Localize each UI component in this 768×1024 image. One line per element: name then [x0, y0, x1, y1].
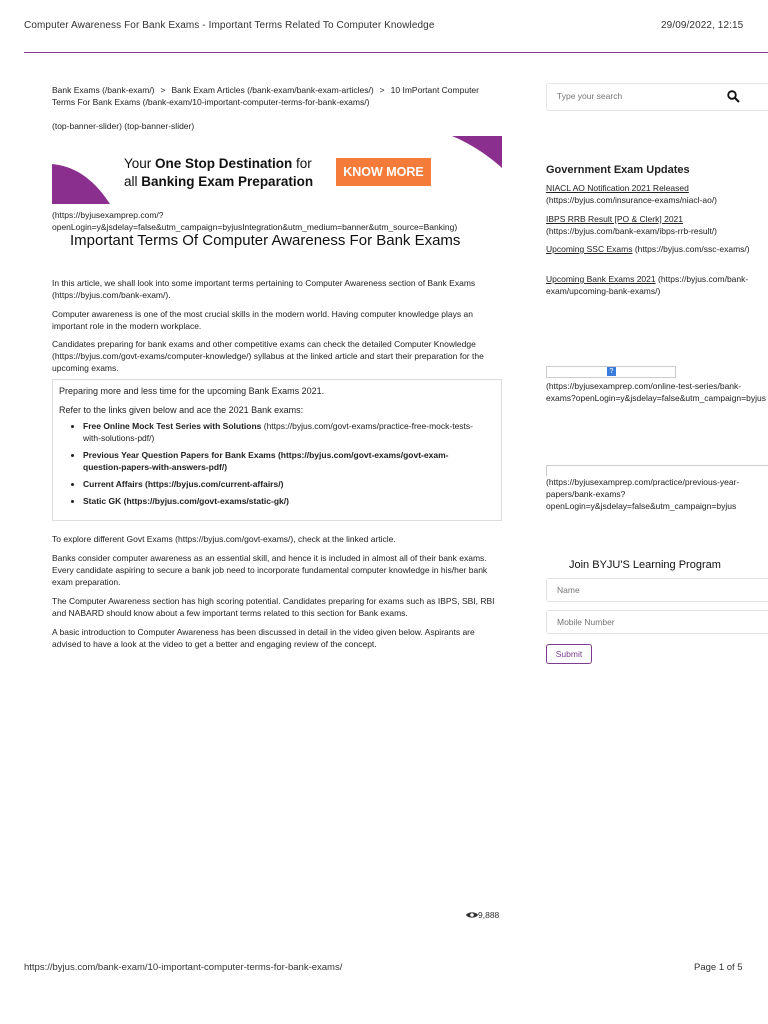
broken-image-icon: ?	[607, 367, 616, 376]
article-paragraph: To explore different Govt Exams (https://byjus.com/govt-exams/), check at the linked article.	[52, 534, 396, 544]
breadcrumb-bank-exam-articles[interactable]: Bank Exam Articles (/bank-exam/bank-exam-articles/)	[171, 85, 374, 95]
box-instruction-line: Refer to the links given below and ace the 2021 Bank exams:	[59, 405, 304, 415]
banner-headline-line1: Your One Stop Destination for	[124, 156, 312, 171]
breadcrumb-current-page[interactable]: 10 ImPortant Computer Terms For Bank Exams (/bank-exam/10-important-computer-terms-for-bank-exams/)	[52, 85, 479, 107]
breadcrumb-separator: >	[379, 85, 385, 95]
print-footer-url: https://byjus.com/bank-exam/10-important-computer-terms-for-bank-exams/	[24, 962, 343, 973]
search-box	[546, 83, 768, 111]
list-item[interactable]: • Current Affairs (https://byjus.com/current-affairs/)	[83, 478, 473, 490]
box-intro-line: Preparing more and less time for the upcoming Bank Exams 2021.	[59, 386, 325, 396]
search-input[interactable]	[555, 90, 719, 102]
article-title: Important Terms Of Computer Awareness For Bank Exams	[70, 232, 461, 249]
banner-headline-line2: all Banking Exam Preparation	[124, 174, 314, 189]
submit-button[interactable]: Submit	[546, 644, 592, 664]
join-program-heading: Join BYJU'S Learning Program	[569, 559, 721, 571]
banner-link-url[interactable]: (https://byjusexamprep.com/?openLogin=y&jsdelay=false&utm_campaign=byjusIntegration&utm_medium=banner&utm_source=Banking)	[52, 210, 458, 232]
breadcrumb	[52, 84, 492, 108]
name-field-wrapper	[546, 578, 768, 602]
article-paragraph: In this article, we shall look into some important terms pertaining to Computer Awareness section of Bank Exams (https://byjus.com/bank-exam/).	[52, 278, 476, 300]
exam-links-box	[52, 379, 502, 521]
update-item[interactable]: NIACL AO Notification 2021 Released (https://byjus.com/insurance-exams/niacl-ao/)	[546, 183, 718, 205]
know-more-button[interactable]: KNOW MORE	[336, 158, 431, 186]
breadcrumb-separator: >	[160, 85, 166, 95]
print-header-date: 29/09/2022, 12:15	[661, 20, 744, 31]
breadcrumb-bank-exams[interactable]: Bank Exams (/bank-exam/)	[52, 85, 155, 95]
update-item[interactable]: IBPS RRB Result [PO & Clerk] 2021 (https://byjus.com/bank-exam/ibps-rrb-result/)	[546, 214, 717, 236]
mobile-input[interactable]	[555, 616, 759, 628]
ad-image-placeholder[interactable]	[546, 366, 676, 378]
header-divider	[24, 52, 768, 53]
ad-link-url[interactable]: (https://byjusexamprep.com/online-test-series/bank-exams?openLogin=y&jsdelay=false&utm_campaign=byjus	[546, 381, 766, 403]
print-header-title: Computer Awareness For Bank Exams - Important Terms Related To Computer Knowledge	[24, 20, 435, 31]
name-input[interactable]	[555, 584, 759, 596]
view-count-value: 9,888	[478, 910, 500, 920]
view-count	[466, 910, 499, 920]
article-paragraph: The Computer Awareness section has high scoring potential. Candidates preparing for exams such as IBPS, SBI, RBI and NABARD should know about a few important terms related to this section for Bank exams.	[52, 596, 495, 618]
article-paragraph: A basic introduction to Computer Awareness has been discussed in detail in the video given below. Aspirants are advised to have a look at the video to get a better and engaging review of the concept.	[52, 627, 475, 649]
mobile-field-wrapper	[546, 610, 768, 634]
updates-heading: Government Exam Updates	[546, 164, 690, 176]
update-item[interactable]: Upcoming Bank Exams 2021 (https://byjus.com/bank-exam/upcoming-bank-exams/)	[546, 274, 749, 296]
search-icon[interactable]	[727, 90, 740, 103]
article-paragraph: Candidates preparing for bank exams and other competitive exams can check the detailed Computer Knowledge (https://byjus.com/govt-exams/computer-knowledge/) syllabus at the linked article and start their preparation for the upcoming exams.	[52, 339, 484, 373]
promo-banner[interactable]	[52, 136, 502, 204]
article-paragraph: Computer awareness is one of the most crucial skills in the modern world. Having computer knowledge plays an important role in the modern workplace.	[52, 309, 473, 331]
list-item[interactable]: • Previous Year Question Papers for Bank Exams (https://byjus.com/govt-exams/govt-exam-question-papers-with-answers-pdf/)	[83, 449, 473, 473]
print-footer-page: Page 1 of 5	[694, 962, 743, 973]
ad-link-url[interactable]: (https://byjusexamprep.com/practice/previous-year-papers/bank-exams?openLogin=y&jsdelay=false&utm_campaign=byjus	[546, 477, 740, 511]
list-item[interactable]: • Static GK (https://byjus.com/govt-exams/static-gk/)	[83, 495, 473, 507]
exam-links-list	[67, 420, 473, 512]
eye-icon	[466, 911, 478, 919]
ad-image-placeholder[interactable]	[546, 465, 768, 476]
banner-slider-label: (top-banner-slider) (top-banner-slider)	[52, 121, 195, 131]
article-paragraph: Banks consider computer awareness as an essential skill, and hence it is included in almost all of their bank exams. Every candidate aspiring to secure a bank job need to incorporate fundamental computer knowledge in his/her bank exam preparation.	[52, 553, 488, 587]
update-item[interactable]: Upcoming SSC Exams (https://byjus.com/ssc-exams/)	[546, 244, 750, 254]
list-item[interactable]: • Free Online Mock Test Series with Solutions (https://byjus.com/govt-exams/practice-free-mock-tests-with-solutions-pdf/)	[83, 420, 473, 444]
